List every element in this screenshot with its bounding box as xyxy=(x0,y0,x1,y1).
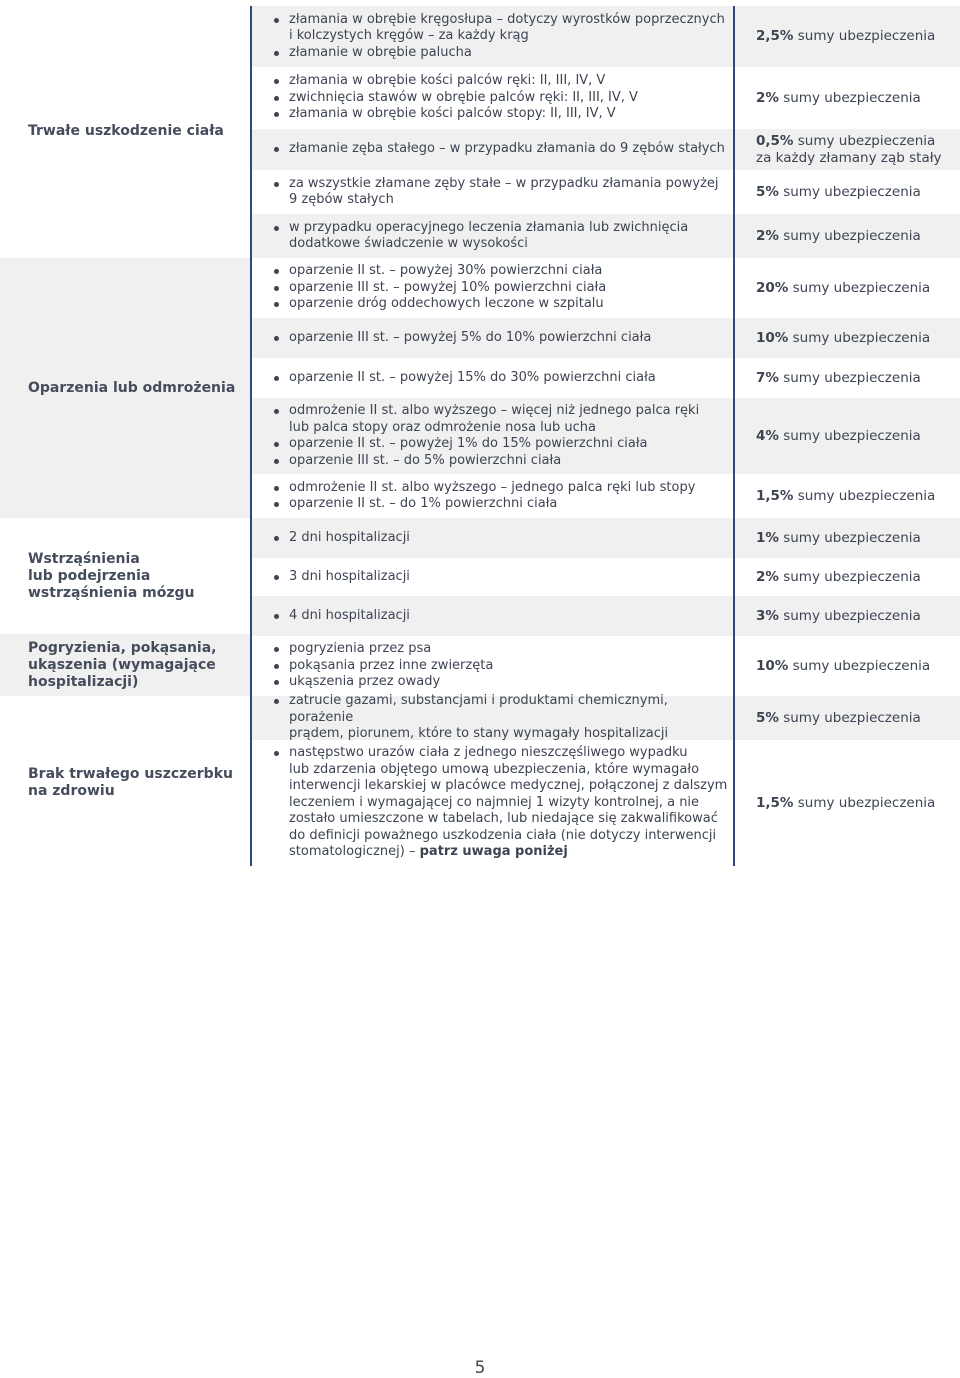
row-description xyxy=(252,474,734,518)
benefit-unit: sumy ubezpieczenia xyxy=(793,133,936,149)
description-text: ukąszenia przez owady xyxy=(289,674,441,690)
benefit-qualifier: za każdy złamany ząb stały xyxy=(756,149,942,166)
benefit-unit: sumy ubezpieczenia xyxy=(778,183,921,200)
description-text: prądem, piorunem, które to stany wymagały hospitalizacji xyxy=(289,726,669,742)
benefit-amount-line xyxy=(756,710,960,727)
bullet-item xyxy=(266,73,734,90)
bullet-item xyxy=(266,220,734,237)
description-text: w przypadku operacyjnego leczenia złamania lub zwichnięcia xyxy=(289,219,689,235)
description-text: pogryzienia przez psa xyxy=(289,641,432,657)
bullet-item xyxy=(266,453,734,470)
benefit-amount-line xyxy=(756,184,960,201)
description-text: oparzenie dróg oddechowych leczone w szpitalu xyxy=(289,296,604,312)
benefit-amount xyxy=(736,740,960,866)
bullet-continuation xyxy=(266,828,734,845)
divider-right xyxy=(733,6,735,866)
benefit-unit: sumy ubezpieczenia xyxy=(793,28,936,45)
category-burns xyxy=(0,258,250,518)
benefit-percent: 0,5% xyxy=(756,133,794,149)
description-text: 4 dni hospitalizacji xyxy=(289,607,410,623)
description-text: lub palca stopy oraz odmrożenie nosa lub ucha xyxy=(289,419,597,435)
bullet-continuation xyxy=(266,844,734,861)
category-bites xyxy=(0,634,250,696)
bullet-item xyxy=(266,436,734,453)
benefit-amount xyxy=(736,358,960,398)
bullet-item xyxy=(266,496,734,513)
benefit-unit: sumy ubezpieczenia xyxy=(793,487,936,504)
description-text: następstwo urazów ciała z jednego nieszczęśliwego wypadku xyxy=(289,745,688,761)
row-description xyxy=(252,558,734,596)
category-concussion xyxy=(0,518,250,634)
benefit-percent: 2,5% xyxy=(756,28,794,45)
table-row xyxy=(252,693,960,742)
bullet-item xyxy=(266,45,734,62)
bullet-continuation xyxy=(266,28,734,45)
benefit-unit: sumy ubezpieczenia xyxy=(793,794,936,811)
benefit-unit: sumy ubezpieczenia xyxy=(778,227,921,244)
benefit-amount-line xyxy=(756,795,960,812)
description-text: interwencji lekarskiej w placówce medycznej, połączonej z dalszym xyxy=(289,778,728,794)
table-row xyxy=(252,6,960,67)
table-row xyxy=(252,740,960,866)
description-text: zatrucie gazami, substancjami i produktami chemicznymi, porażenie xyxy=(289,693,668,725)
description-text: stomatologicznej) – xyxy=(289,844,416,860)
benefit-unit: sumy ubezpieczenia xyxy=(778,568,921,585)
description-text: 2 dni hospitalizacji xyxy=(289,529,410,545)
bullet-item xyxy=(266,641,734,658)
row-description xyxy=(252,398,734,474)
bullet-item xyxy=(266,608,734,625)
benefit-amount xyxy=(736,596,960,636)
bullet-item xyxy=(266,658,734,675)
benefit-amount xyxy=(736,6,960,67)
benefit-percent: 2% xyxy=(756,568,779,585)
bullet-item xyxy=(266,745,734,762)
benefit-unit: sumy ubezpieczenia xyxy=(778,709,921,726)
benefit-percent: 2% xyxy=(756,227,779,244)
row-description xyxy=(252,740,734,866)
description-text: złamania w obrębie kręgosłupa – dotyczy wyrostków poprzecznych xyxy=(289,11,725,27)
bullet-item xyxy=(266,296,734,313)
description-text: i kolczystych kręgów – za każdy krąg xyxy=(289,28,529,44)
description-text: pokąsania przez inne zwierzęta xyxy=(289,657,494,673)
description-text: oparzenie II st. – do 1% powierzchni ciała xyxy=(289,496,558,511)
benefit-amount xyxy=(736,518,960,558)
row-description xyxy=(252,6,734,67)
benefit-amount xyxy=(736,398,960,474)
bullet-item xyxy=(266,176,734,193)
benefit-amount-line xyxy=(756,488,960,505)
benefit-amount xyxy=(736,636,960,696)
row-description xyxy=(252,67,734,129)
description-text: złamania w obrębie kości palców ręki: II, III, IV, V xyxy=(289,73,606,89)
benefit-percent: 1,5% xyxy=(756,794,794,811)
bullet-item xyxy=(266,90,734,107)
description-text: dodatkowe świadczenie w wysokości xyxy=(289,236,528,251)
benefit-amount-line xyxy=(756,133,960,150)
row-description xyxy=(252,358,734,398)
table-row xyxy=(252,636,960,696)
row-description xyxy=(252,518,734,558)
description-text: zostało umieszczone w tabelach, lub niedające się zakwalifikować xyxy=(289,811,718,827)
description-text: lub zdarzenia objętego umową ubezpieczenia, które wymagało xyxy=(289,761,700,777)
category-label: Pogryzienia, pokąsania, ukąszenia (wymagające hospitalizacji) xyxy=(28,639,217,690)
description-text: oparzenie II st. – powyżej 30% powierzchni ciała xyxy=(289,263,603,279)
benefit-percent: 5% xyxy=(756,709,779,726)
row-description xyxy=(252,129,734,170)
table-row xyxy=(252,318,960,358)
benefit-percent: 1,5% xyxy=(756,487,794,504)
benefit-amount-line xyxy=(756,658,960,675)
table-row xyxy=(252,358,960,398)
benefit-unit: sumy ubezpieczenia xyxy=(778,427,921,444)
description-text: złamanie w obrębie palucha xyxy=(289,44,472,60)
bullet-item xyxy=(266,12,734,29)
page-number: 5 xyxy=(474,1358,486,1378)
bullet-continuation xyxy=(266,420,734,437)
bullet-item xyxy=(266,141,734,158)
row-description xyxy=(252,636,734,696)
description-text: oparzenie III st. – do 5% powierzchni ciała xyxy=(289,452,562,468)
table-row xyxy=(252,67,960,129)
category-no-permanent-damage xyxy=(0,740,250,826)
category-label: Trwałe uszkodzenie ciała xyxy=(28,122,224,139)
benefit-percent: 5% xyxy=(756,183,779,200)
bullet-continuation xyxy=(266,762,734,779)
description-text: oparzenie III st. – powyżej 5% do 10% powierzchni ciała xyxy=(289,329,652,345)
benefit-amount-line xyxy=(756,608,960,625)
description-text: złamania w obrębie kości palców stopy: II, III, IV, V xyxy=(289,106,616,122)
table-row xyxy=(252,596,960,636)
table-row xyxy=(252,129,960,170)
benefit-unit: sumy ubezpieczenia xyxy=(778,607,921,624)
description-text: leczeniem i wymagającej co najmniej 1 wizyty kontrolnej, a nie xyxy=(289,794,700,810)
benefit-amount xyxy=(736,129,960,170)
table-row xyxy=(252,398,960,474)
benefit-percent: 10% xyxy=(756,657,789,674)
description-text: oparzenie II st. – powyżej 1% do 15% powierzchni ciała xyxy=(289,436,648,451)
bullet-item xyxy=(266,280,734,297)
table-row xyxy=(252,474,960,518)
category-label: Brak trwałego uszczerbku na zdrowiu xyxy=(28,766,233,799)
bullet-item xyxy=(266,569,734,586)
row-description xyxy=(252,170,734,214)
benefit-amount-line xyxy=(756,569,960,586)
benefit-amount-line xyxy=(756,428,960,445)
benefit-unit: sumy ubezpieczenia xyxy=(778,529,921,546)
benefit-amount xyxy=(736,258,960,318)
description-text: zwichnięcia stawów w obrębie palców ręki: II, III, IV, V xyxy=(289,89,638,105)
bullet-item xyxy=(266,674,734,691)
category-label: Wstrząśnienia lub podejrzenia wstrząśnienia mózgu xyxy=(28,550,195,601)
description-text: 9 zębów stałych xyxy=(289,192,394,207)
benefit-unit: sumy ubezpieczenia xyxy=(788,279,931,296)
table-row xyxy=(252,258,960,318)
benefit-percent: 20% xyxy=(756,279,789,296)
table-row xyxy=(252,558,960,596)
benefit-amount-line xyxy=(756,90,960,107)
benefit-amount xyxy=(736,318,960,358)
bullet-continuation xyxy=(266,192,734,209)
row-description xyxy=(252,214,734,258)
bullet-continuation xyxy=(266,778,734,795)
description-text: złamanie zęba stałego – w przypadku złamania do 9 zębów stałych xyxy=(289,141,725,157)
bullet-item xyxy=(266,330,734,347)
benefit-percent: 4% xyxy=(756,427,779,444)
bullet-continuation xyxy=(266,236,734,253)
benefit-amount xyxy=(736,67,960,129)
benefit-unit: sumy ubezpieczenia xyxy=(788,329,931,346)
benefit-amount-line xyxy=(756,530,960,547)
description-text: odmrożenie II st. albo wyższego – jednego palca ręki lub stopy xyxy=(289,479,696,495)
description-text: odmrożenie II st. albo wyższego – więcej niż jednego palca ręki xyxy=(289,403,700,418)
benefit-amount xyxy=(736,214,960,258)
benefit-amount-line xyxy=(756,280,960,297)
benefit-percent: 7% xyxy=(756,369,779,386)
benefit-amount xyxy=(736,558,960,596)
benefit-unit: sumy ubezpieczenia xyxy=(788,657,931,674)
row-description xyxy=(252,258,734,318)
category-permanent-injury xyxy=(0,60,250,202)
benefit-amount-line xyxy=(756,330,960,347)
description-text: oparzenie III st. – powyżej 10% powierzchni ciała xyxy=(289,279,607,295)
bullet-item xyxy=(266,106,734,123)
see-note-text: patrz uwaga poniżej xyxy=(419,844,568,860)
benefit-percent: 2% xyxy=(756,89,779,106)
table-row xyxy=(252,518,960,558)
benefit-amount xyxy=(736,474,960,518)
bullet-continuation xyxy=(266,795,734,812)
category-label: Oparzenia lub odmrożenia xyxy=(28,379,236,396)
benefit-amount xyxy=(736,170,960,214)
row-description xyxy=(252,318,734,358)
row-description xyxy=(252,596,734,636)
table-row xyxy=(252,214,960,258)
benefit-unit: sumy ubezpieczenia xyxy=(778,369,921,386)
benefit-percent: 3% xyxy=(756,607,779,624)
bullet-continuation xyxy=(266,811,734,828)
bullet-item xyxy=(266,263,734,280)
description-text: 3 dni hospitalizacji xyxy=(289,568,410,584)
bullet-item xyxy=(266,403,734,420)
benefit-amount-line xyxy=(756,28,960,45)
benefit-percent: 10% xyxy=(756,329,789,346)
benefit-amount xyxy=(736,696,960,740)
bullet-item xyxy=(266,370,734,387)
description-text: za wszystkie złamane zęby stałe – w przypadku złamania powyżej xyxy=(289,175,719,191)
benefit-percent: 1% xyxy=(756,529,779,546)
bullet-item xyxy=(266,480,734,497)
description-text: oparzenie II st. – powyżej 15% do 30% powierzchni ciała xyxy=(289,369,656,385)
table-row xyxy=(252,170,960,214)
benefit-unit: sumy ubezpieczenia xyxy=(778,89,921,106)
bullet-item xyxy=(266,693,734,726)
benefit-amount-line xyxy=(756,370,960,387)
row-description xyxy=(252,693,734,742)
bullet-item xyxy=(266,530,734,547)
description-text: do definicji poważnego uszkodzenia ciała (nie dotyczy interwencji xyxy=(289,827,717,843)
benefit-amount-line xyxy=(756,228,960,245)
